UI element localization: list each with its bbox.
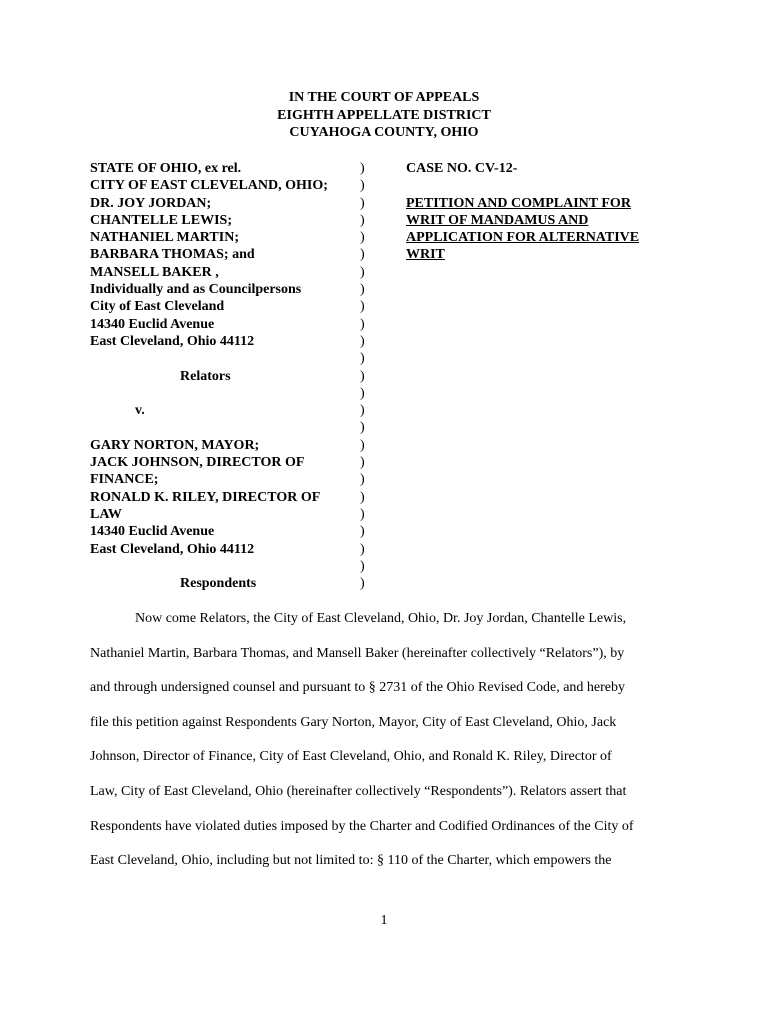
petition-title-line: APPLICATION FOR ALTERNATIVE xyxy=(406,230,640,246)
body-line: and through undersigned counsel and pursuant to § 2731 of the Ohio Revised Code, and hereby xyxy=(90,680,626,696)
caption-paren: ) xyxy=(360,420,365,436)
caption-line: LAW xyxy=(90,506,122,522)
caption-paren: ) xyxy=(360,576,365,592)
caption-paren: ) xyxy=(360,524,365,540)
caption-line: East Cleveland, Ohio 44112 xyxy=(90,333,255,349)
caption-blank xyxy=(90,419,360,436)
caption-line: GARY NORTON, MAYOR; xyxy=(90,437,260,453)
appellate-district: EIGHTH APPELLATE DISTRICT xyxy=(277,107,491,123)
caption-paren: ) xyxy=(360,230,365,246)
petition-title-line: WRIT OF MANDAMUS AND xyxy=(406,212,589,228)
petition-title-line: WRIT xyxy=(406,247,445,263)
case-caption-title xyxy=(406,160,706,264)
caption-paren: ) xyxy=(360,455,365,471)
caption-line: 14340 Euclid Avenue xyxy=(90,316,215,332)
caption-line: STATE OF OHIO, ex rel. xyxy=(90,161,242,176)
body-line: Nathaniel Martin, Barbara Thomas, and Mansell Baker (hereinafter collectively “Relators”), by xyxy=(90,645,625,661)
caption-blank xyxy=(90,350,360,367)
body-line: file this petition against Respondents Gary Norton, Mayor, City of East Cleveland, Ohio, Jack xyxy=(90,714,617,730)
body-line: Johnson, Director of Finance, City of East Cleveland, Ohio, and Ronald K. Riley, Director of xyxy=(90,749,612,765)
caption-line: BARBARA THOMAS; and xyxy=(90,247,255,263)
caption-blank xyxy=(90,385,360,402)
caption-paren: ) xyxy=(360,506,365,522)
caption-paren: ) xyxy=(360,403,365,419)
caption-paren: ) xyxy=(360,178,365,194)
body-line: Law, City of East Cleveland, Ohio (hereinafter collectively “Respondents”). Relators assert that xyxy=(90,783,627,799)
caption-line: East Cleveland, Ohio 44112 xyxy=(90,541,255,557)
caption-line: 14340 Euclid Avenue xyxy=(90,524,215,540)
versus-label: v. xyxy=(135,403,145,419)
caption-blank xyxy=(90,558,360,575)
petition-body xyxy=(90,605,680,882)
caption-paren: ) xyxy=(360,195,365,211)
caption-paren: ) xyxy=(360,558,365,574)
case-number: CASE NO. CV-12- xyxy=(406,161,518,176)
caption-line: FINANCE; xyxy=(90,472,159,488)
respondents-label: Respondents xyxy=(180,576,257,592)
caption-line: RONALD K. RILEY, DIRECTOR OF xyxy=(90,489,321,505)
caption-paren: ) xyxy=(360,368,365,384)
body-line: Respondents have violated duties imposed by the Charter and Codified Ordinances of the City of xyxy=(90,818,634,834)
body-line: East Cleveland, Ohio, including but not limited to: § 110 of the Charter, which empowers the xyxy=(90,853,612,869)
page-number: 1 xyxy=(380,913,388,928)
caption-paren: ) xyxy=(360,316,365,332)
court-header xyxy=(0,89,768,142)
caption-line: MANSELL BAKER , xyxy=(90,264,219,280)
caption-paren-column xyxy=(360,160,372,592)
caption-paren: ) xyxy=(360,282,365,298)
caption-line: JACK JOHNSON, DIRECTOR OF xyxy=(90,455,305,471)
caption-paren: ) xyxy=(360,299,365,315)
caption-paren: ) xyxy=(360,437,365,453)
caption-paren: ) xyxy=(360,541,365,557)
petition-title xyxy=(406,195,706,264)
body-line: Now come Relators, the City of East Cleveland, Ohio, Dr. Joy Jordan, Chantelle Lewis, xyxy=(135,611,627,626)
caption-line: DR. JOY JORDAN; xyxy=(90,195,212,211)
caption-paren: ) xyxy=(360,212,365,228)
caption-paren: ) xyxy=(360,161,365,176)
relators-label: Relators xyxy=(180,368,231,384)
county: CUYAHOGA COUNTY, OHIO xyxy=(289,125,479,140)
caption-paren: ) xyxy=(360,472,365,488)
caption-line: Individually and as Councilpersons xyxy=(90,282,302,298)
caption-paren: ) xyxy=(360,247,365,263)
petition-title-line: PETITION AND COMPLAINT FOR xyxy=(406,195,631,211)
caption-paren: ) xyxy=(360,351,365,367)
court-name: IN THE COURT OF APPEALS xyxy=(288,90,480,105)
caption-paren: ) xyxy=(360,385,365,401)
caption-line: CITY OF EAST CLEVELAND, OHIO; xyxy=(90,178,328,194)
caption-paren: ) xyxy=(360,333,365,349)
caption-paren: ) xyxy=(360,489,365,505)
caption-line: CHANTELLE LEWIS; xyxy=(90,212,232,228)
caption-line: City of East Cleveland xyxy=(90,299,225,315)
caption-line: NATHANIEL MARTIN; xyxy=(90,230,239,246)
case-caption-parties xyxy=(90,160,360,592)
caption-paren: ) xyxy=(360,264,365,280)
